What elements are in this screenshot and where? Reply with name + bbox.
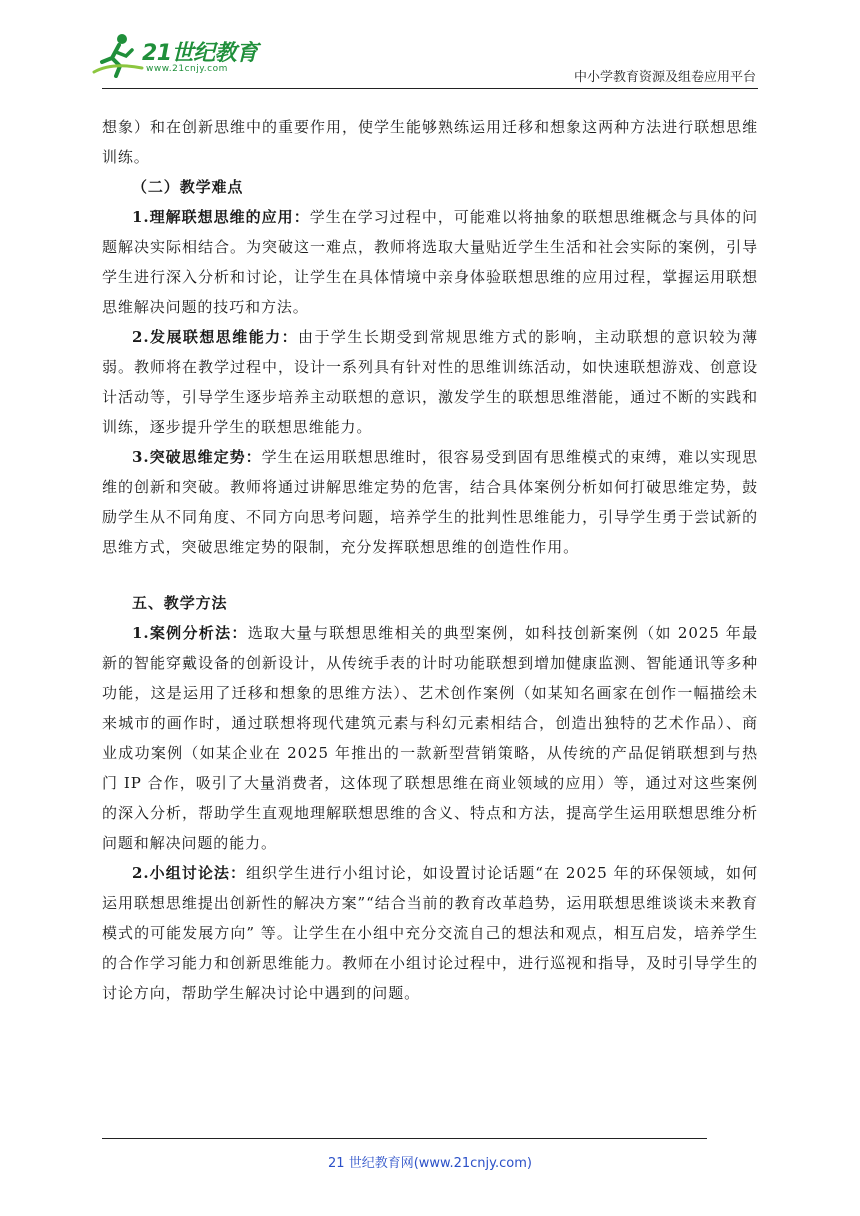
method-item-1	[102, 618, 758, 858]
running-figure-logo-icon	[92, 32, 148, 78]
continued-paragraph: 想象）和在创新思维中的重要作用，使学生能够熟练运用迁移和想象这两种方法进行联想思维训练。	[102, 118, 758, 166]
difficulty-item-3-title: 3.突破思维定势：	[132, 448, 262, 466]
logo-text: 21世纪教育	[142, 41, 258, 66]
method-item-2	[102, 858, 758, 1008]
document-body	[102, 112, 758, 1008]
method-item-2-text: 组织学生进行小组讨论，如设置讨论话题“在 2025 年的环保领域，如何运用联想思维提出创新性的解决方案”“结合当前的教育改革趋势，运用联想思维谈谈未来教育模式的可能发展方向” 等。让学生在小组中充分交流自己的想法和观点，相互启发，培养学生的合作学习能力和创新思维能力。教师在小组讨论过程中，进行巡视和指导，及时引导学生的讨论方向，帮助学生解决讨论中遇到的问题。	[102, 864, 758, 1002]
method-item-1-text: 选取大量与联想思维相关的典型案例，如科技创新案例（如 2025 年最新的智能穿戴设备的创新设计，从传统手表的计时功能联想到增加健康监测、智能通讯等多种功能，这是运用了迁移和想象的思维方法）、艺术创作案例（如某知名画家在创作一幅描绘未来城市的画作时，通过联想将现代建筑元素与科幻元素相结合，创造出独特的艺术作品）、商业成功案例（如某企业在 2025 年推出的一款新型营销策略，从传统的产品促销联想到与热门 IP 合作，吸引了大量消费者，这体现了联想思维在商业领域的应用）等，通过对这些案例的深入分析，帮助学生直观地理解联想思维的含义、特点和方法，提高学生运用联想思维分析问题和解决问题的能力。	[102, 624, 758, 852]
difficulty-item-2-text: 由于学生长期受到常规思维方式的影响，主动联想的意识较为薄弱。教师将在教学过程中，设计一系列具有针对性的思维训练活动，如快速联想游戏、创意设计活动等，引导学生逐步培养主动联想的意识，激发学生的联想思维潜能，通过不断的实践和训练，逐步提升学生的联想思维能力。	[102, 328, 758, 436]
footer-divider	[102, 1138, 707, 1139]
platform-name: 中小学教育资源及组卷应用平台	[573, 70, 756, 85]
logo-url: www.21cnjy.com	[146, 64, 228, 74]
footer-link[interactable]: 21 世纪教育网(www.21cnjy.com)	[328, 1156, 532, 1171]
section-heading-difficulty: （二）教学难点	[132, 178, 244, 196]
section-spacer	[102, 562, 758, 588]
difficulty-item-3	[102, 442, 758, 562]
difficulty-item-2	[102, 322, 758, 442]
difficulty-item-3-text: 学生在运用联想思维时，很容易受到固有思维模式的束缚，难以实现思维的创新和突破。教师将通过讲解思维定势的危害，结合具体案例分析如何打破思维定势，鼓励学生从不同角度、不同方向思考问题，培养学生的批判性思维能力，引导学生勇于尝试新的思维方式，突破思维定势的限制，充分发挥联想思维的创造性作用。	[102, 448, 758, 556]
section-heading-methods: 五、教学方法	[132, 594, 228, 612]
difficulty-item-1-title: 1.理解联想思维的应用：	[132, 208, 310, 226]
page-header	[0, 0, 860, 92]
difficulty-item-1	[102, 202, 758, 322]
method-item-1-title: 1.案例分析法：	[132, 624, 248, 642]
method-item-2-title: 2.小组讨论法：	[132, 864, 247, 882]
difficulty-item-2-title: 2.发展联想思维能力：	[132, 328, 299, 346]
difficulty-item-1-text: 学生在学习过程中，可能难以将抽象的联想思维概念与具体的问题解决实际相结合。为突破这一难点，教师将选取大量贴近学生生活和社会实际的案例，引导学生进行深入分析和讨论，让学生在具体情境中亲身体验联想思维的应用过程，掌握运用联想思维解决问题的技巧和方法。	[102, 208, 758, 316]
header-divider	[102, 88, 758, 89]
site-logo[interactable]	[92, 30, 262, 82]
